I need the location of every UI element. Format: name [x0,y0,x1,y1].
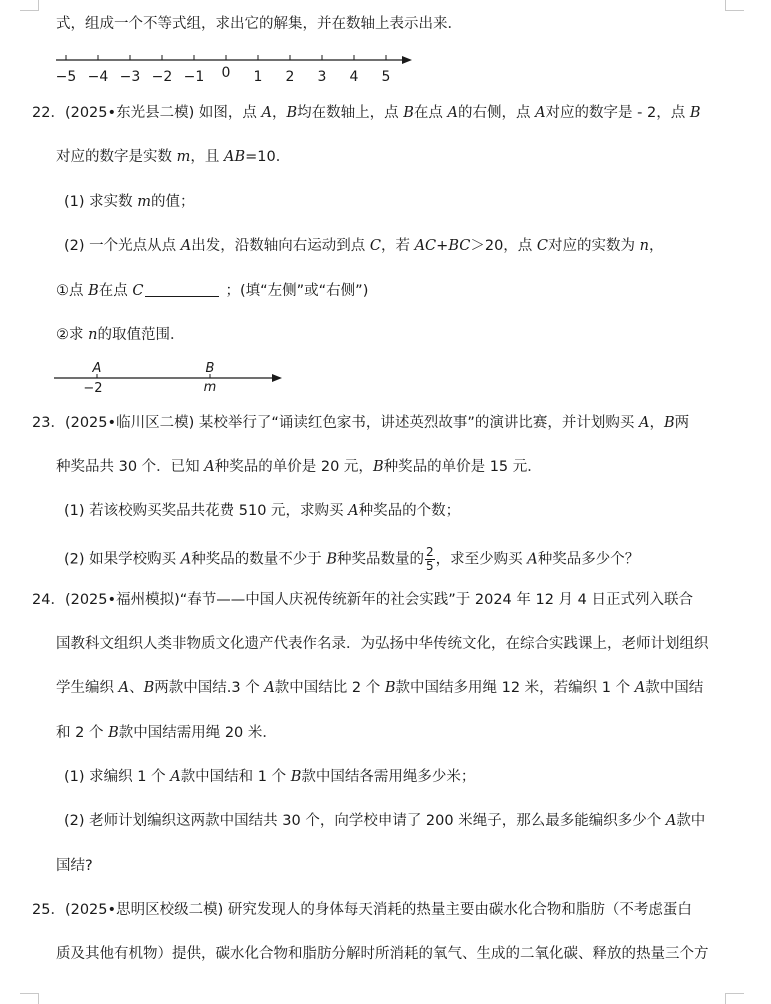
q22-number: 22． [32,105,65,121]
corner-mark-bl [20,993,39,1004]
q22-value-b: m [203,380,217,395]
q22-figure [50,358,290,396]
q22-part-2: (2) 一个光点从点 A出发，沿数轴向右运动到点 C，若 AC+BC＞20，点 C对应的实数为 n， [64,238,664,254]
number-line-1-tick-label: 3 [317,69,327,85]
corner-mark-tr [725,0,744,11]
q22-value-a: −2 [83,381,103,396]
q24-line-4: 和 2 个 B款中国结需用绳 20 米． [56,725,277,741]
q24-number: 24． [32,592,65,608]
q24-line-3: 学生编织 A、B两款中国结.3 个 A款中国结比 2 个 B款中国结多用绳 12 米，若编织 1 个 A款中国结 [56,680,704,696]
number-line-1-tick-label: −2 [151,69,173,85]
corner-mark-br [725,993,744,1004]
number-line-1-tick-label: −3 [119,69,141,85]
q23-line-1: 23．(2025•临川区二模) 某校举行了“诵读红色家书，讲述英烈故事”的演讲比赛，并计划购买 A，B两 [32,415,690,431]
q24-part-1: (1) 求编织 1 个 A款中国结和 1 个 B款中国结各需用绳多少米； [64,769,476,785]
number-line-1-tick-label: −4 [87,69,109,85]
q22-subpart-1: ①点 B在点 C ；(填“左侧”或“右侧”) [56,283,369,299]
number-line-1-tick-label: −5 [55,69,77,85]
q24-part-2-cont: 国结? [56,858,93,874]
q23-line-2: 种奖品共 30 个．已知 A种奖品的单价是 20 元，B种奖品的单价是 15 元． [56,459,542,475]
q22-source: (2025•东光县二模) [64,105,195,121]
number-line-1-tick-label: 1 [253,69,263,85]
number-line-1-tick-label: 5 [381,69,391,85]
q25-line-2: 质及其他有机物）提供，碳水化合物和脂肪分解时所消耗的氧气、生成的二氧化碳、释放的热量三个方 [56,946,709,962]
number-line-1 [50,48,420,88]
number-line-1-arrow [402,56,412,64]
q25-line-1: 25．(2025•思明区校级二模) 研究发现人的身体每天消耗的热量主要由碳水化合物和脂肪（不考虑蛋白 [32,902,692,918]
q23-number: 23． [32,415,65,431]
q23-part-2: (2) 如果学校购买 A种奖品的数量不少于 B种奖品数量的 $\frac{2}{5}$ ，求至少购买 A种奖品多少个？ [64,545,640,573]
q25-source: (2025•思明区校级二模) [64,902,224,918]
q22-axis-arrow [272,374,282,382]
q22-line-1: 22．(2025•东光县二模) 如图，点 A，B均在数轴上，点 B在点 A的右侧，点 A对应的数字是 - 2，点 B [32,105,701,121]
fraction-two-fifths: $\frac{2}{5}$ [426,545,434,573]
corner-mark-tl [20,0,39,11]
q24-line-1: 24．(2025•福州模拟)“春节——中国人庆祝传统新年的社会实践”于 2024 年 12 月 4 日正式列入联合 [32,592,693,608]
answer-blank[interactable] [145,282,219,297]
q24-source: (2025•福州模拟) [64,592,180,608]
q22-label-a: A [92,361,102,376]
q21-tail-text: 式，组成一个不等式组，求出它的解集，并在数轴上表示出来． [56,16,462,32]
q22-subpart-2: ②求 n的取值范围． [56,327,185,343]
q23-source: (2025•临川区二模) [64,415,195,431]
q22-part-1: (1) 求实数 m的值； [64,194,195,210]
q24-part-2: (2) 老师计划编织这两款中国结共 30 个，向学校申请了 200 米绳子，那么最多能编织多少个 A款中 [64,813,706,829]
q22-label-b: B [205,361,215,376]
q22-line-2: 对应的数字是实数 m，且 AB=10． [56,149,291,165]
number-line-1-tick-label: 0 [221,65,231,81]
q23-part-1: (1) 若该校购买奖品共花费 510 元，求购买 A种奖品的个数； [64,503,461,519]
number-line-1-tick-label: 4 [349,69,359,85]
number-line-1-tick-label: −1 [183,69,205,85]
q24-line-2: 国教科文组织人类非物质文化遗产代表作名录．为弘扬中华传统文化，在综合实践课上，老师计划组织 [56,636,709,652]
number-line-1-tick-label: 2 [285,69,295,85]
q25-number: 25． [32,902,65,918]
